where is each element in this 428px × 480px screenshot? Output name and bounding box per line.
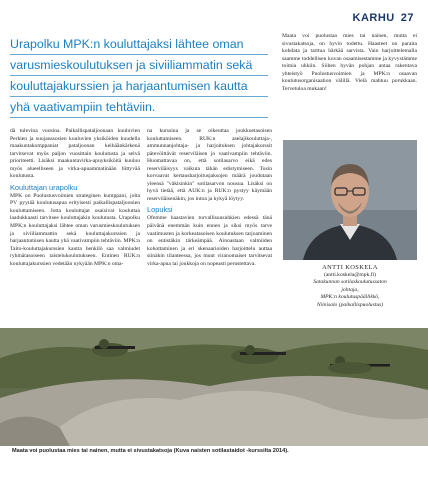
paragraph: MPK on Puolustusvoimien strateginen kumppani, jolta PV pyytää koulutusapua erityisesti paikallispataljoonien kouluttamiseen. Jotta kouluttajat osaisivat kouluttaa laadukkaasti tarvitsee kouluttajakin koulutusta. Urapolku MPK:n kouluttajaksi lähtee oman varusmieskoulutuksen ja siviiliammattin sekä kouluttajakurssien ja harjaantumisen kautta yhä vaativampiin tehtäviin. MPK:n Taito-kouluttajakurssien kautta henkilö saa valmiudet ryhmätasoiseen taistelukoulutukseen. Entinen RUK:n kouluttajakurssien vedetään nykyään MPK:n oma-: [10, 192, 140, 267]
magazine-title: KARHU: [352, 12, 395, 24]
author-email: (antti.koskela@mpk.fi): [323, 271, 377, 278]
text-column-3: [282, 33, 417, 93]
article-headline: [10, 34, 268, 118]
headline-line: kouluttajakurssien ja harjaantumisen kautta: [10, 76, 268, 97]
photo-caption: Maata voi puolustaa mies tai nainen, mutta ei sivustakatsoja (Kuva naisten sotilastaidot -kurssilta 2014).: [12, 448, 289, 454]
paragraph: Maata voi puolustaa mies tai nainen, mutta ei sivustakatsoja, on hyvin todettu. Haasteet on paraita kohdata ja tarttua härkää sarvista. Vain harjoittelemalla saamme toddellisen kuvan osaamisestamme ja kyvystämme toimia uhkiin. Siihen hyvän pohjan antaa rakentava yhteistyö Puolustusvoimien ja MPK:n osaavan koulutusorganisaation välillä. Vielä mahtuu porukkaan. Tervetuloa mukaan!: [282, 33, 417, 92]
headline-line: Urapolku MPK:n kouluttajaksi lähtee oman: [10, 34, 268, 55]
training-photo: [0, 328, 428, 446]
author-name: ANTTI KOSKELA: [322, 264, 378, 271]
paragraph: na kurssina ja se oikeuttaa joukkuetasoisen kouluttamiseen. RUK:n aselajikouluttaja-, ammunnanjohtaja- ja harjoituksen johtajakurssit pätevöittävät reserviläisen jo vaativampiin tehtäviin. Huomattavaa on, että sotilasarvo eikä edes reserviläisyys vaikuta tähän edistymiseen. Tosin korvaavat kertausharjoitusjaksojen määrä joudutaan yleensä "väkisinkin" sotilasarvon nousua. Lisäksi on hyvä tietää, että AUK:n ja RUK:n pystyy käymään reserviläisenäkin, jos intoa ja kykyä löytyy.: [147, 128, 272, 202]
paragraph: Ofemme haastavien turvallisuusuhkien edessä tänä päivänä enemmän kuin ennen ja siksi myös tarve vaatimusten ja korkeatasoisen koulutuksen tarjoaminen on entistäkin tärkeämpää. Ainoastaan valmiiden kohottaminen ja eri skenaarioiden harjoittelu auttaa siinäkin tilanteessa, jos muut viranomaiset tarvitsevat virka-apua tai joukkoja on nopeasti perustettava.: [147, 215, 272, 267]
author-portrait: [283, 140, 417, 260]
page-number: 27: [400, 12, 414, 24]
author-role: Niinisalo (paikallispuolustus): [316, 301, 384, 308]
author-role: johtaja,: [341, 286, 359, 293]
text-column-2: [147, 128, 272, 268]
portrait-caption: [283, 264, 417, 309]
headline-line: yhä vaativampiin tehtäviin.: [10, 97, 268, 118]
author-role: Satakunnan sotilaskoulutussaton: [313, 279, 387, 285]
author-role: MPK:n koulutuspäällikkö,: [320, 294, 380, 300]
subheading: Lopuksi: [147, 205, 173, 215]
subheading: Kouluttajan urapolku: [10, 182, 78, 192]
text-column-1: [10, 128, 140, 268]
page-header: [353, 12, 414, 30]
photo-illustration: [0, 328, 428, 446]
portrait-illustration: [283, 140, 417, 260]
paragraph: dä tulevina vuosina. Paikallispataljoonaan kuuluvien Perkien ja suojaussosien kuuluvien yksiköiden kuudella maakuntakomppaniat pataljoonan keihäänkärkenä tarvitsevat myös paljon vuosittain koulutusta ja selvä prioriteetti. Lisäksi maakuntavirka-apuyksiköitä kuuluu myös alueelliseen ja virka-apuammatinään liittyvää koulutusta.: [10, 128, 140, 180]
headline-line: varusmieskoulutuksen ja siviiliammatin sekä: [10, 55, 268, 76]
